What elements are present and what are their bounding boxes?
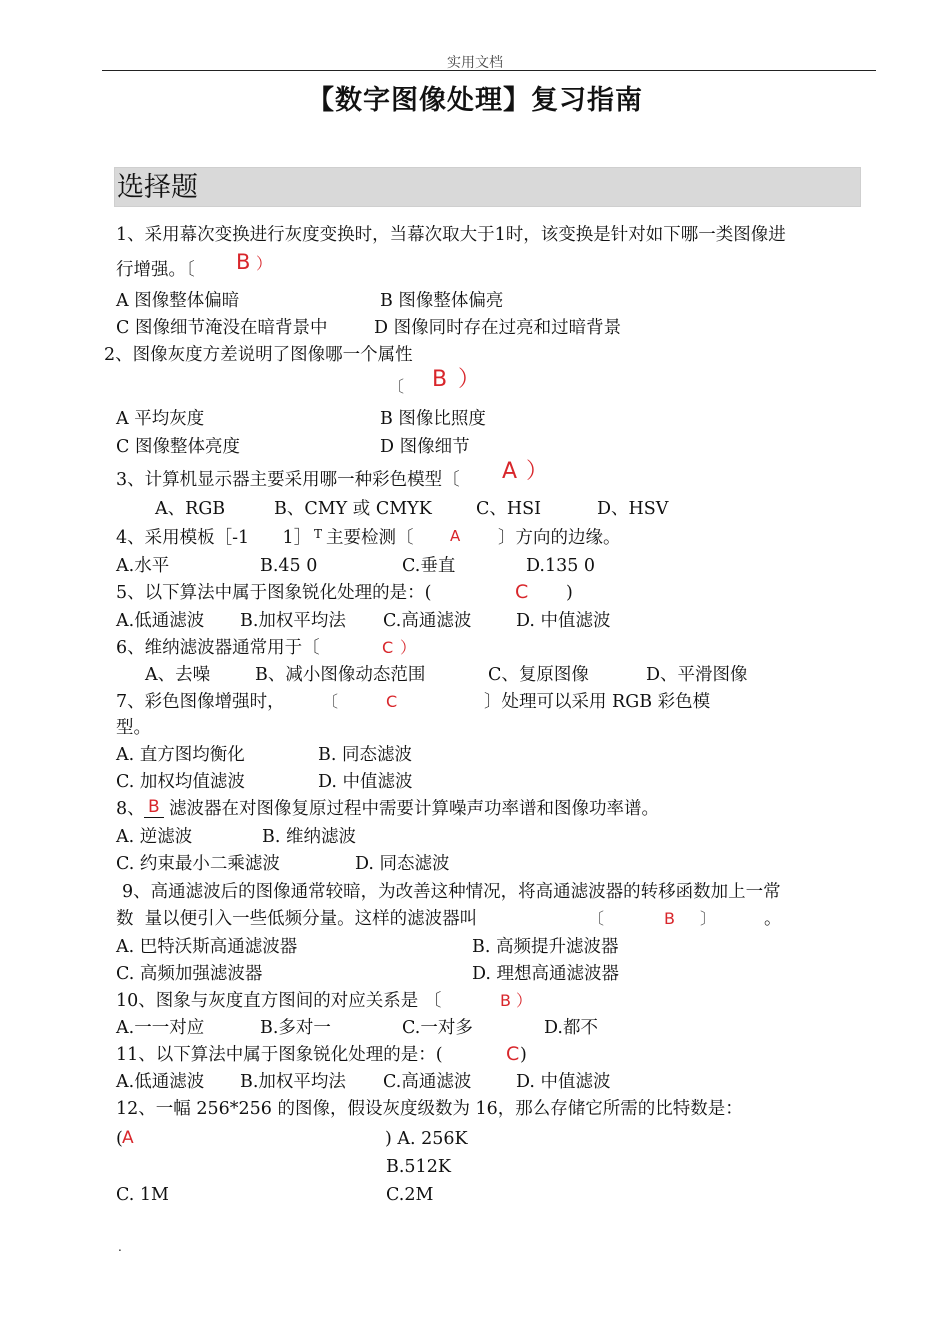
q7-stem-line2: 型。 [116,718,151,738]
q1-option-b: B 图像整体偏亮 [380,291,504,311]
q8-option-a: A. 逆滤波 [116,827,193,847]
q4-stem-2: 主要检测〔 [326,528,414,548]
q12-answer: A [122,1128,134,1148]
q7-option-a: A. 直方图均衡化 [116,745,245,765]
q8-option-d: D. 同态滤波 [355,854,450,874]
q6-option-c: C、复原图像 [488,665,589,685]
q3-close: ） [526,459,549,484]
q12-option-d: C.2M [386,1185,434,1205]
q6-answer: C [382,638,394,657]
q11-answer: C [506,1043,520,1065]
q7-option-b: B. 同态滤波 [318,745,412,765]
section-heading: 选择题 [114,167,861,207]
q5-stem: 5、以下算法中属于图象锐化处理的是：( [116,583,432,603]
q7-stem: 7、彩色图像增强时， [116,692,285,712]
q4-option-d: D.135 0 [526,556,596,576]
q12-open: ( [116,1129,123,1149]
q9-open: 〔 [588,909,605,928]
q10-option-b: B.多对一 [260,1018,331,1038]
q4-stem: 4、采用模板［-1 1］ [116,528,312,548]
q2-option-c: C 图像整体亮度 [116,437,240,457]
q1-stem-line1: 1、采用幕次变换进行灰度变换时，当幕次取大于1时，该变换是针对如下哪一类图像进 [116,225,786,245]
q12-option-a: ) A. 256K [385,1129,468,1149]
q6-close: ） [400,638,417,657]
q1-option-c: C 图像细节淹没在暗背景中 [116,318,328,338]
q4-option-b: B.45 0 [260,556,318,576]
document-title: 【数字图像处理】复习指南 [307,85,643,116]
q4-option-c: C.垂直 [402,556,456,576]
q5-answer: C [515,581,529,603]
running-header: 实用文档 [447,55,503,71]
q12-option-c: C. 1M [116,1185,169,1205]
q11-option-d: D. 中值滤波 [516,1072,611,1092]
q8-number: 8、 [116,799,145,819]
q9-stem-line2: 数 量以便引入一些低频分量。这样的滤波器叫 [116,909,478,929]
q2-open: 〔 [388,377,405,396]
q12-stem: 12、一幅 256*256 的图像，假设灰度级数为 16，那么存储它所需的比特数是： [116,1099,743,1119]
q6-option-d: D、平滑图像 [646,665,748,685]
q9-option-c: C. 高频加强滤波器 [116,964,263,984]
q4-answer: A [450,527,461,545]
q9-option-d: D. 理想高通滤波器 [472,964,620,984]
q5-option-c: C.高通滤波 [383,611,472,631]
q9-end: 。 [764,909,782,929]
q1-option-d: D 图像同时存在过亮和过暗背景 [374,318,622,338]
q3-option-b: B、CMY 或 CMYK [274,499,432,519]
q10-option-a: A.一一对应 [116,1018,205,1038]
q11-option-c: C.高通滤波 [383,1072,472,1092]
q10-answer: B [500,991,511,1010]
q9-option-a: A. 巴特沃斯高通滤波器 [116,937,298,957]
q3-option-d: D、HSV [597,499,669,519]
q2-option-d: D 图像细节 [380,437,470,457]
q9-stem-line1: 9、高通滤波后的图像通常较暗，为改善这种情况，将高通滤波器的转移函数加上一常 [122,882,781,902]
q11-option-a: A.低通滤波 [116,1072,205,1092]
q5-option-d: D. 中值滤波 [516,611,611,631]
q2-stem: 2、图像灰度方差说明了图像哪一个属性 [104,345,413,365]
q3-answer: A [502,459,518,484]
q10-close: ） [516,991,533,1010]
q8-stem: 滤波器在对图像复原过程中需要计算噪声功率谱和图像功率谱。 [169,799,659,819]
q7-option-c: C. 加权均值滤波 [116,772,245,792]
q4-option-a: A.水平 [116,556,170,576]
q3-option-c: C、HSI [476,499,542,519]
q7-answer: C [386,692,398,711]
q6-option-a: A、去噪 [145,665,211,685]
q8-option-b: B. 维纳滤波 [262,827,356,847]
q4-close: 〕方向的边缘。 [498,528,621,548]
q10-option-c: C.一对多 [402,1018,473,1038]
q3-option-a: A、RGB [155,499,226,519]
q11-stem: 11、以下算法中属于图象锐化处理的是：( [116,1045,443,1065]
q11-option-b: B.加权平均法 [240,1072,346,1092]
q11-close: ) [520,1045,527,1065]
q1-answer: B [236,250,251,274]
q2-answer: B [432,367,448,392]
q10-option-d: D.都不 [544,1018,598,1038]
q9-answer: B [664,909,675,928]
q12-option-b: B.512K [386,1157,451,1177]
q7-option-d: D. 中值滤波 [318,772,413,792]
q5-option-b: B.加权平均法 [240,611,346,631]
q6-stem: 6、维纳滤波器通常用于〔 [116,638,320,658]
q2-close: ） [458,367,481,392]
footer-dot: . [118,1240,122,1254]
header-rule [102,70,876,71]
q5-close: ) [566,583,573,603]
q7-close: 〕处理可以采用 RGB 彩色模 [484,692,711,712]
q1-option-a: A 图像整体偏暗 [116,291,240,311]
q8-answer: B [144,797,164,818]
q2-option-a: A 平均灰度 [116,409,205,429]
q9-close: 〕 [700,909,717,928]
q1-stem-line2: 行增强。〔 [116,260,195,280]
q7-open: 〔 [322,692,339,711]
q8-option-c: C. 约束最小二乘滤波 [116,854,280,874]
q1-close: ） [256,254,273,273]
q6-option-b: B、减小图像动态范围 [255,665,426,685]
q3-stem: 3、计算机显示器主要采用哪一种彩色模型〔 [116,470,460,490]
q9-option-b: B. 高频提升滤波器 [472,937,619,957]
q5-option-a: A.低通滤波 [116,611,205,631]
q2-option-b: B 图像比照度 [380,409,486,429]
q4-superscript: T [314,527,323,541]
q10-stem: 10、图象与灰度直方图间的对应关系是 〔 [116,991,442,1011]
